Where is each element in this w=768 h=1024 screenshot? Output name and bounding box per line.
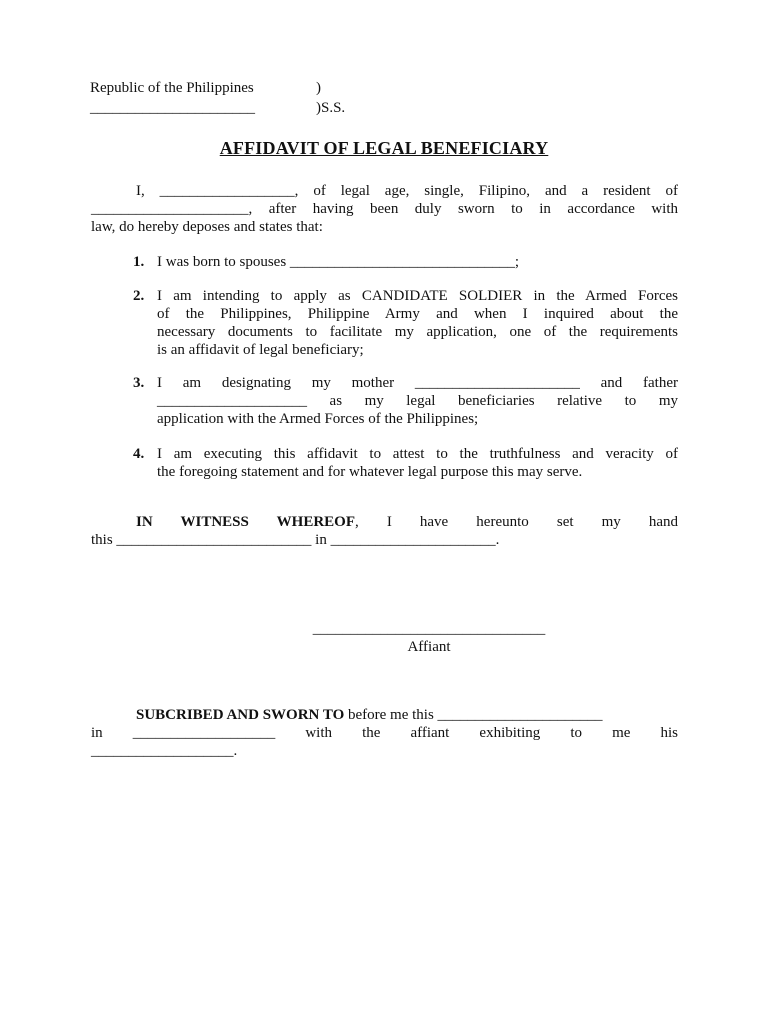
signature-line: _______________________________ [312, 621, 546, 637]
item-body [157, 375, 678, 429]
item-body [157, 254, 678, 272]
venue-country: Republic of the Philippines [90, 80, 254, 96]
document-title: AFFIDAVIT OF LEGAL BENEFICIARY [219, 138, 549, 158]
jurat-rest: before me this ______________________ [344, 707, 603, 723]
intro-line: I, __________________, of legal age, single, Filipino, and a resident of [136, 183, 678, 199]
item-number: 4. [133, 446, 145, 462]
item-line: I was born to spouses ______________________________; [157, 254, 520, 270]
item-line: I am intending to apply as CANDIDATE SOLDIER in the Armed Forces [157, 288, 678, 304]
item-line: ____________________ as my legal beneficiaries relative to my [157, 393, 678, 409]
venue-paren: ) [316, 80, 321, 96]
item-line: necessary documents to facilitate my application, one of the requirements [157, 324, 678, 340]
item-line: of the Philippines, Philippine Army and when I inquired about the [157, 306, 678, 322]
jurat-line: ___________________. [91, 743, 238, 759]
venue-block [90, 78, 390, 118]
item-line: the foregoing statement and for whatever legal purpose this may serve. [157, 464, 583, 480]
intro-paragraph [91, 182, 678, 236]
venue-line-1 [90, 78, 390, 98]
item-line: is an affidavit of legal beneficiary; [157, 342, 364, 358]
jurat-bold: SUBCRIBED AND SWORN TO [136, 707, 345, 723]
item-body [157, 288, 678, 360]
signature-block [301, 620, 557, 656]
witness-line [91, 513, 678, 531]
item-number: 3. [133, 375, 145, 391]
witness-bold: IN WITNESS WHEREOF [136, 514, 355, 530]
item-line: I am designating my mother ______________________ and father [157, 375, 678, 391]
jurat-paragraph [91, 706, 678, 760]
intro-line: law, do hereby deposes and states that: [91, 219, 323, 235]
intro-line: _____________________, after having been duly sworn to in accordance with [91, 201, 678, 217]
item-body [157, 446, 678, 482]
witness-paragraph [91, 513, 678, 549]
venue-ss: )S.S. [316, 100, 346, 116]
item-line: I am executing this affidavit to attest to the truthfulness and veracity of [157, 446, 678, 462]
witness-line: this __________________________ in ______________________. [91, 532, 500, 548]
item-number: 1. [133, 254, 145, 270]
item-number: 2. [133, 288, 145, 304]
jurat-line [91, 706, 678, 724]
affiant-label: Affiant [407, 639, 451, 655]
jurat-line: in ___________________ with the affiant exhibiting to me his [91, 725, 678, 741]
item-line: application with the Armed Forces of the Philippines; [157, 411, 479, 427]
venue-blank: ______________________ [90, 100, 255, 116]
venue-line-2 [90, 98, 390, 118]
witness-rest: , I have hereunto set my hand [355, 514, 678, 530]
